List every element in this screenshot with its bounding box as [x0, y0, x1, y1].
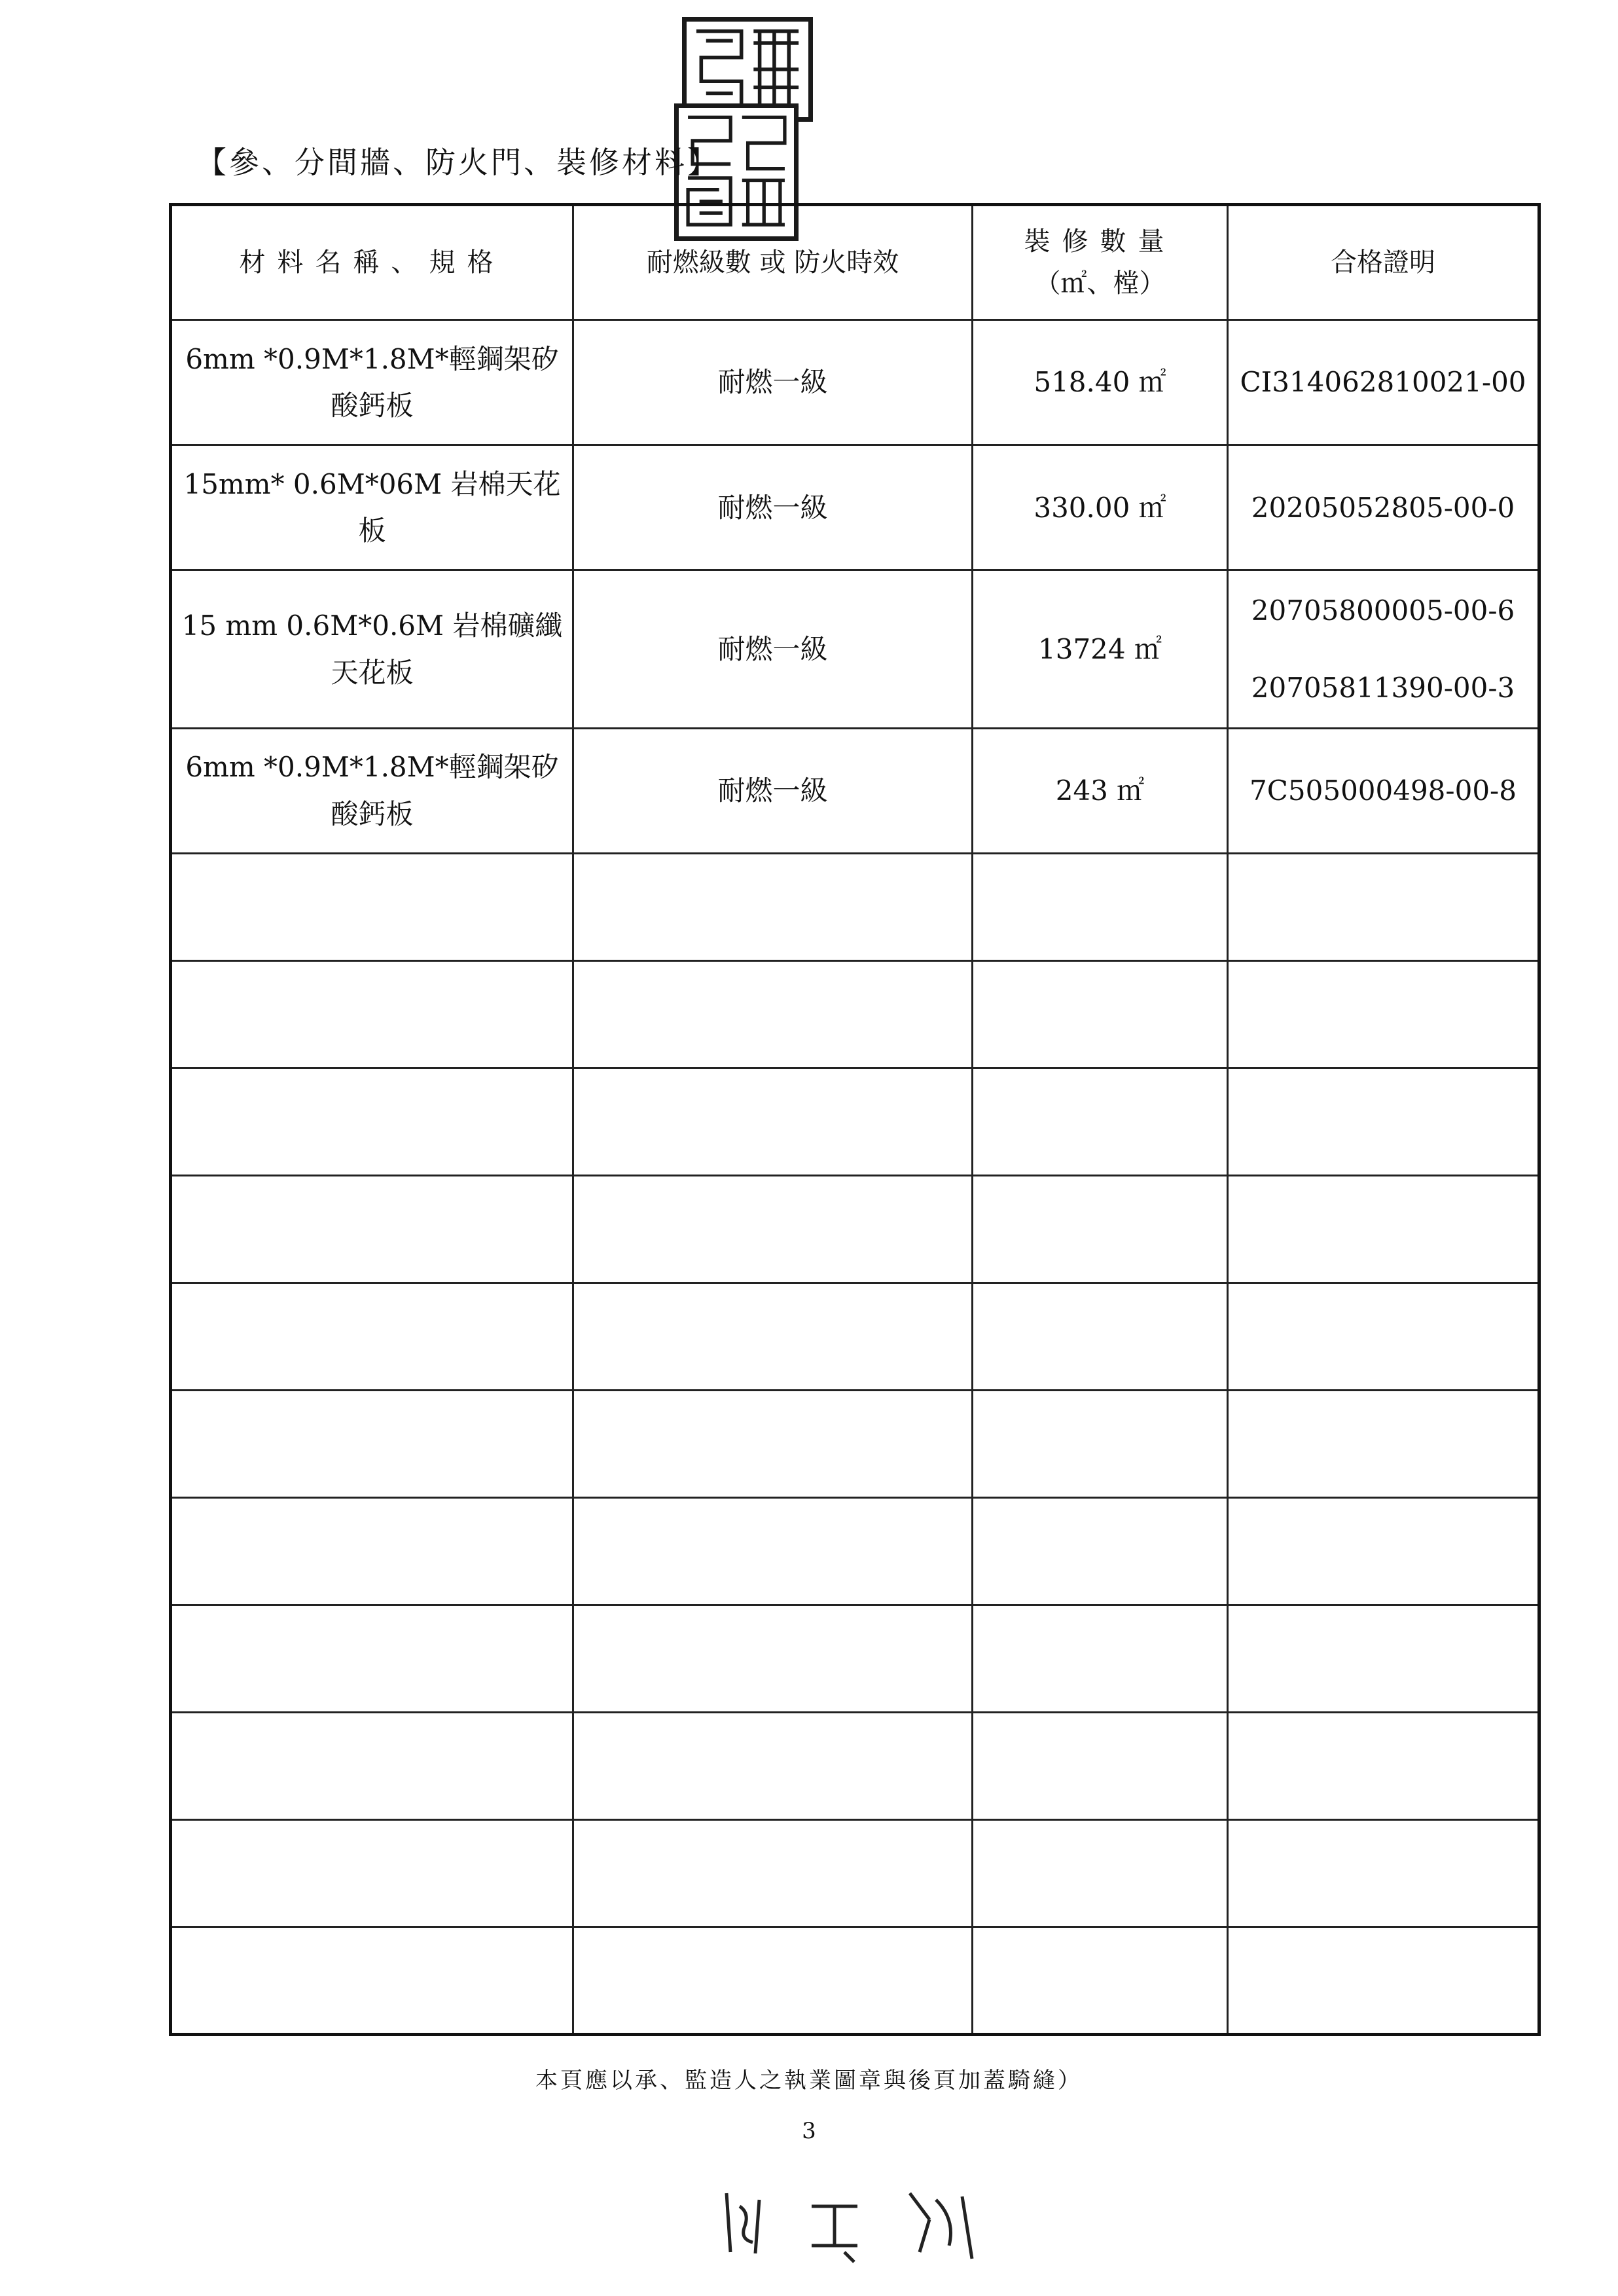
material-name-cell: 15 mm 0.6M*0.6M 岩棉礦纖天花板 — [171, 570, 573, 728]
material-name-cell: 15mm* 0.6M*06M 岩棉天花板 — [171, 445, 573, 570]
fire-grade-cell: 耐燃一級 — [573, 570, 973, 728]
section-title: 【參、分間牆、防火門、裝修材料】 — [196, 145, 720, 180]
empty-table-row — [171, 1819, 1539, 1927]
empty-table-row — [171, 1712, 1539, 1819]
header-quantity: 裝修數量 （㎡、樘） — [973, 205, 1228, 320]
footer-note: 本頁應以承、監造人之執業圖章與後頁加蓋騎縫） — [535, 2068, 1083, 2094]
certificate-cell: 7C505000498-00-8 — [1228, 728, 1539, 853]
table-row — [171, 320, 1539, 445]
empty-table-row — [171, 1283, 1539, 1390]
page-number: 3 — [802, 2118, 816, 2144]
material-name-cell: 6mm *0.9M*1.8M*輕鋼架矽酸鈣板 — [171, 320, 573, 445]
quantity-cell: 518.40 ㎡ — [973, 320, 1228, 445]
header-fire-grade: 耐燃級數 或 防火時效 — [573, 205, 973, 320]
fire-grade-cell: 耐燃一級 — [573, 320, 973, 445]
empty-table-row — [171, 853, 1539, 960]
certificate-cell: 20705800005-00-6 20705811390-00-3 — [1228, 570, 1539, 728]
header-certificate: 合格證明 — [1228, 205, 1539, 320]
empty-table-row — [171, 1605, 1539, 1712]
table-header-row — [171, 205, 1539, 320]
header-material-name: 材料名稱、規格 — [171, 205, 573, 320]
fire-grade-cell: 耐燃一級 — [573, 728, 973, 853]
quantity-cell: 13724 ㎡ — [973, 570, 1228, 728]
empty-table-row — [171, 1927, 1539, 2034]
empty-table-row — [171, 960, 1539, 1068]
table-row — [171, 728, 1539, 853]
table-row — [171, 445, 1539, 570]
empty-table-row — [171, 1068, 1539, 1175]
materials-table — [169, 203, 1541, 2036]
table-row — [171, 570, 1539, 728]
fire-grade-cell: 耐燃一級 — [573, 445, 973, 570]
certificate-cell: 20205052805-00-0 — [1228, 445, 1539, 570]
quantity-cell: 330.00 ㎡ — [973, 445, 1228, 570]
seam-stamp-marks — [713, 2180, 988, 2265]
empty-table-row — [171, 1390, 1539, 1497]
quantity-cell: 243 ㎡ — [973, 728, 1228, 853]
material-name-cell: 6mm *0.9M*1.8M*輕鋼架矽酸鈣板 — [171, 728, 573, 853]
certificate-cell: CI314062810021-00 — [1228, 320, 1539, 445]
empty-table-row — [171, 1175, 1539, 1283]
empty-table-row — [171, 1497, 1539, 1605]
